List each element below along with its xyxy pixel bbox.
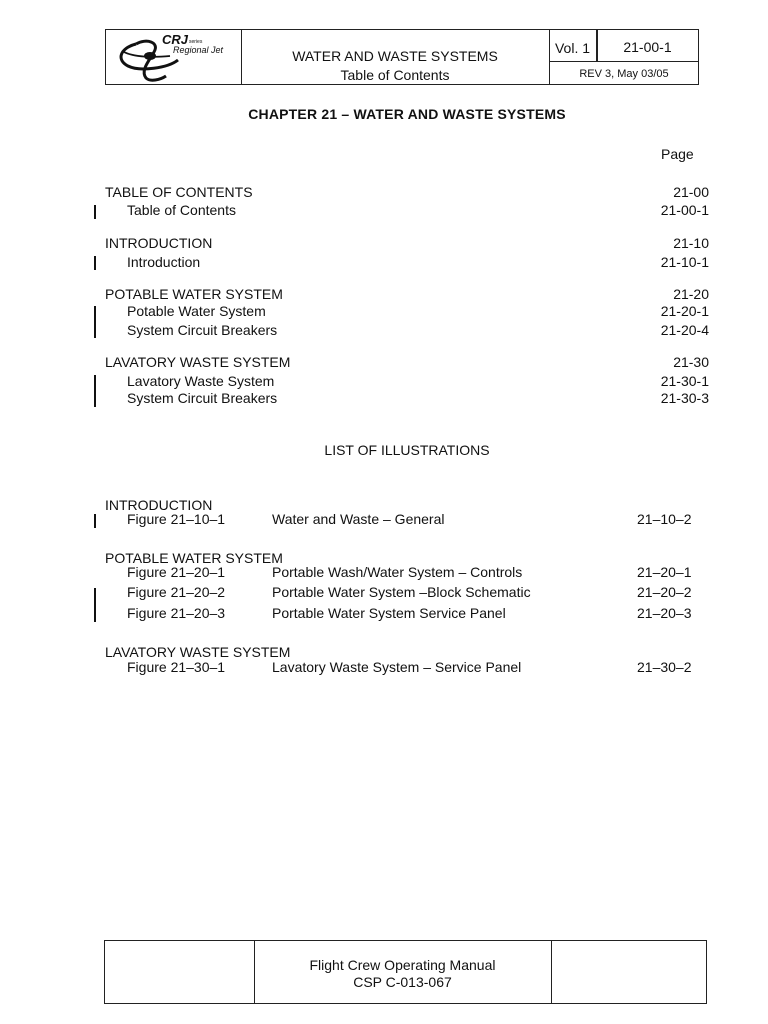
figure-number: Figure 21–20–3	[127, 605, 226, 621]
header-title-cell	[241, 30, 550, 84]
crj-logo	[106, 30, 240, 84]
figure-title: Portable Water System Service Panel	[272, 605, 506, 621]
figure-number: Figure 21–20–2	[127, 584, 226, 600]
volume-label: Vol. 1	[549, 30, 597, 61]
illustration-group-title: POTABLE WATER SYSTEM	[105, 550, 283, 566]
toc-section-page: 21-10	[673, 235, 709, 251]
page-footer	[104, 940, 707, 1004]
toc-item-title: Introduction	[127, 254, 201, 270]
chapter-title: CHAPTER 21 – WATER AND WASTE SYSTEMS	[248, 106, 566, 122]
toc-section-page: 21-30	[673, 354, 709, 370]
toc-item-page: 21-30-3	[660, 390, 709, 406]
figure-number: Figure 21–20–1	[127, 564, 226, 580]
toc-section-page: 21-00	[673, 184, 709, 200]
toc-item-title: System Circuit Breakers	[127, 322, 278, 338]
footer-left-cell	[105, 941, 255, 1003]
toc-item-page: 21-20-1	[660, 303, 709, 319]
figure-title: Lavatory Waste System – Service Panel	[272, 659, 522, 675]
change-bar	[94, 205, 96, 219]
change-bar	[94, 256, 96, 270]
change-bar	[94, 306, 96, 338]
illustration-group-title: INTRODUCTION	[105, 497, 213, 513]
header-title: WATER AND WASTE SYSTEMS	[292, 48, 498, 64]
logo-brand: CRJ	[162, 32, 189, 47]
page-id: 21-00-1	[623, 39, 672, 55]
change-bar	[94, 375, 96, 407]
toc-item-title: Lavatory Waste System	[127, 373, 275, 389]
logo-sub: Regional Jet	[173, 45, 224, 55]
footer-document-number: CSP C-013-067	[353, 974, 452, 990]
toc-item-page: 21-20-4	[660, 322, 709, 338]
figure-page: 21–30–2	[637, 659, 692, 675]
toc-section-title: POTABLE WATER SYSTEM	[105, 286, 283, 302]
toc-section-title: TABLE OF CONTENTS	[105, 184, 253, 200]
figure-title: Portable Water System –Block Schematic	[272, 584, 531, 600]
footer-manual-title: Flight Crew Operating Manual	[309, 957, 496, 973]
figure-page: 21–10–2	[637, 511, 692, 527]
figure-title: Water and Waste – General	[272, 511, 445, 527]
header-subtitle: Table of Contents	[340, 67, 450, 83]
page-header	[105, 29, 699, 85]
logo-series: series	[189, 39, 203, 45]
footer-center-cell	[254, 941, 552, 1003]
figure-title: Portable Wash/Water System – Controls	[272, 564, 523, 580]
toc-section-title: LAVATORY WASTE SYSTEM	[105, 354, 291, 370]
change-bar	[94, 588, 96, 622]
logo-cell	[106, 30, 242, 84]
figure-number: Figure 21–10–1	[127, 511, 226, 527]
change-bar	[94, 514, 96, 528]
figure-page: 21–20–1	[637, 564, 692, 580]
figure-page: 21–20–2	[637, 584, 692, 600]
illustrations-heading: LIST OF ILLUSTRATIONS	[324, 442, 490, 458]
toc-item-title: Potable Water System	[127, 303, 266, 319]
figure-page: 21–20–3	[637, 605, 692, 621]
toc-section-page: 21-20	[673, 286, 709, 302]
toc-item-title: Table of Contents	[127, 202, 236, 218]
toc-section-title: INTRODUCTION	[105, 235, 213, 251]
toc-item-page: 21-30-1	[660, 373, 709, 389]
toc-item-page: 21-00-1	[660, 202, 709, 218]
page-column-label: Page	[661, 146, 694, 162]
figure-number: Figure 21–30–1	[127, 659, 226, 675]
toc-item-page: 21-10-1	[660, 254, 709, 270]
toc-item-title: System Circuit Breakers	[127, 390, 278, 406]
revision-label: REV 3, May 03/05	[549, 61, 699, 86]
illustration-group-title: LAVATORY WASTE SYSTEM	[105, 644, 291, 660]
